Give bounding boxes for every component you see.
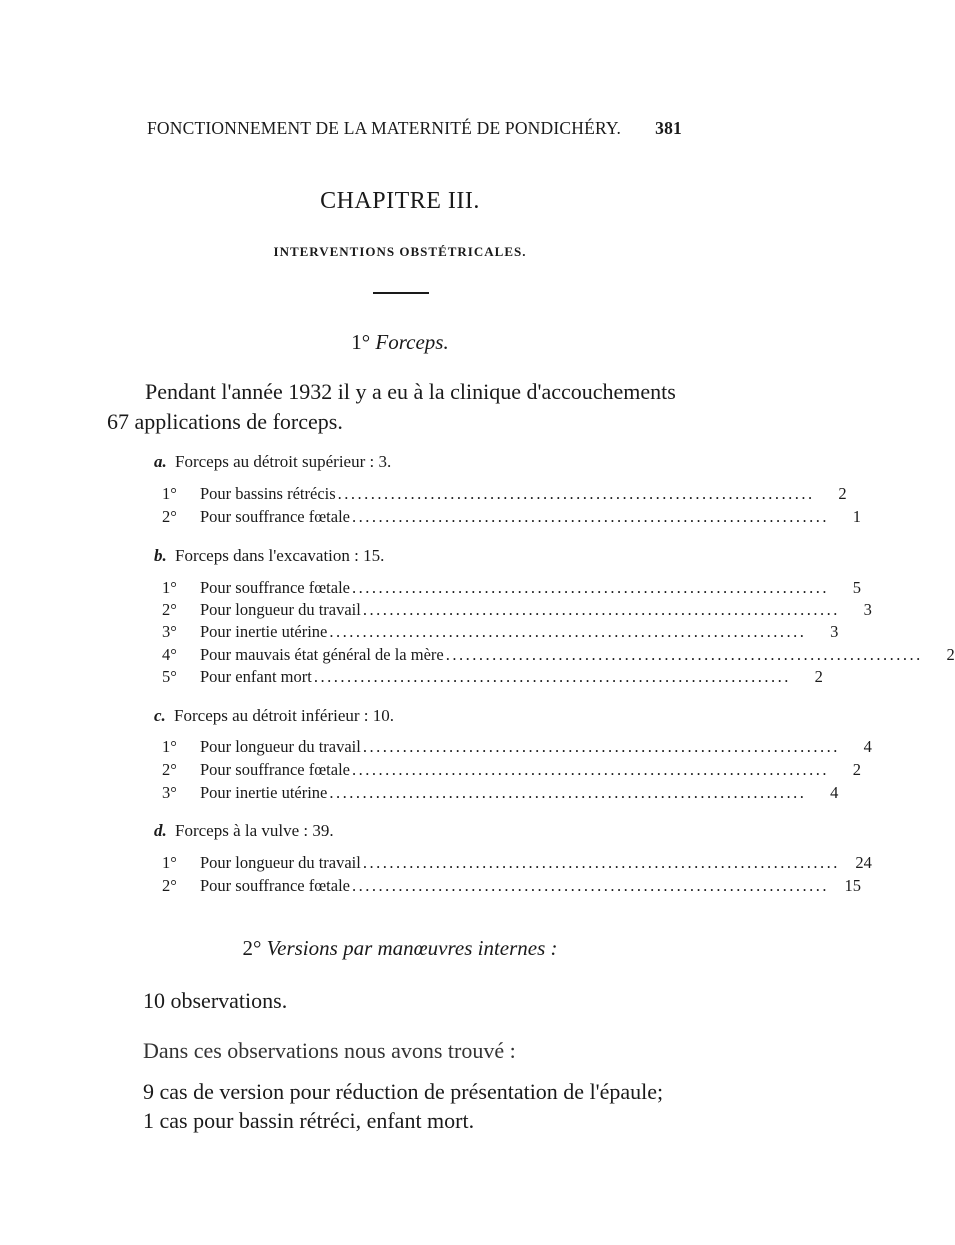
item-count: 4: [863, 737, 872, 756]
item-ordinal: 2°: [162, 876, 177, 895]
intro-line: Pendant l'année 1932 il y a eu à la clinique d'accouchements: [145, 379, 676, 404]
leader-dots: ........................................................................: [351, 876, 829, 895]
intro-paragraph: [107, 377, 682, 437]
group-heading-text: Forceps à la vulve : 39.: [175, 821, 334, 840]
list-item: [162, 737, 872, 761]
item-count: 2: [838, 484, 847, 503]
group-letter: c.: [154, 706, 166, 725]
list-item: [162, 853, 872, 877]
section-heading-forceps: [0, 330, 800, 355]
item-count: 5: [852, 578, 861, 597]
item-ordinal: 1°: [162, 853, 177, 872]
section-title: Forceps.: [375, 330, 449, 354]
page-number: 381: [655, 118, 682, 138]
leader-dots: ........................................................................: [329, 783, 807, 802]
item-count: 4: [830, 783, 839, 802]
item-label: Pour mauvais état général de la mère: [200, 645, 444, 664]
item-ordinal: 3°: [162, 622, 177, 641]
item-label: Pour souffrance fœtale: [200, 760, 350, 779]
leader-dots: ........................................................................: [445, 645, 923, 664]
list-item: [162, 760, 861, 784]
leader-dots: ........................................................................: [351, 578, 829, 597]
section-number: 1°: [351, 330, 371, 354]
item-ordinal: 2°: [162, 507, 177, 526]
item-label: Pour enfant mort: [200, 667, 312, 686]
list-item: [162, 622, 839, 646]
chapter-subtitle: INTERVENTIONS OBSTÉTRICALES.: [273, 244, 527, 259]
leader-dots: ........................................................................: [313, 667, 791, 686]
item-count: 2: [946, 645, 955, 664]
section-title: Versions par manœuvres internes :: [266, 936, 558, 960]
observations-line: 10 observations.: [143, 988, 288, 1013]
result-line: 1 cas pour bassin rétréci, enfant mort.: [143, 1108, 475, 1133]
item-ordinal: 1°: [162, 484, 177, 503]
list-item: [162, 507, 861, 531]
item-count: 15: [844, 876, 861, 895]
item-label: Pour souffrance fœtale: [200, 507, 350, 526]
list-item: [162, 484, 847, 508]
leader-dots: ........................................................................: [351, 760, 829, 779]
item-label: Pour souffrance fœtale: [200, 876, 350, 895]
section-number: 2°: [242, 936, 262, 960]
item-count: 24: [855, 853, 872, 872]
item-count: 2: [852, 760, 861, 779]
intro-line: 67 applications de forceps.: [107, 409, 343, 434]
item-label: Pour inertie utérine: [200, 783, 328, 802]
list-item: [162, 578, 861, 602]
list-item: [162, 876, 861, 900]
chapter-title: CHAPITRE III.: [320, 188, 480, 214]
leader-dots: ........................................................................: [362, 853, 840, 872]
list-item: [162, 600, 872, 624]
list-item: [162, 645, 955, 669]
item-label: Pour longueur du travail: [200, 737, 361, 756]
group-heading-text: Forceps au détroit inférieur : 10.: [174, 706, 395, 725]
item-ordinal: 2°: [162, 760, 177, 779]
item-ordinal: 4°: [162, 645, 177, 664]
group-letter: b.: [154, 546, 167, 565]
leader-dots: ........................................................................: [337, 484, 815, 503]
item-label: Pour longueur du travail: [200, 853, 361, 872]
item-count: 3: [863, 600, 872, 619]
item-ordinal: 2°: [162, 600, 177, 619]
group-heading: [154, 821, 334, 841]
item-count: 1: [852, 507, 861, 526]
group-letter: a.: [154, 452, 167, 471]
item-label: Pour bassins rétrécis: [200, 484, 336, 503]
group-heading: [154, 546, 384, 566]
leader-dots: ........................................................................: [362, 737, 840, 756]
item-ordinal: 3°: [162, 783, 177, 802]
list-item: [162, 667, 823, 691]
section-heading-versions: [0, 936, 800, 961]
list-item: [162, 783, 839, 807]
found-line: Dans ces observations nous avons trouvé :: [143, 1038, 516, 1063]
result-line: 9 cas de version pour réduction de présentation de l'épaule;: [143, 1079, 664, 1104]
group-letter: d.: [154, 821, 167, 840]
item-count: 3: [830, 622, 839, 641]
item-count: 2: [814, 667, 823, 686]
item-ordinal: 1°: [162, 578, 177, 597]
group-heading-text: Forceps dans l'excavation : 15.: [175, 546, 385, 565]
running-head-title: FONCTIONNEMENT DE LA MATERNITÉ DE PONDICHÉRY.: [147, 118, 622, 138]
leader-dots: ........................................................................: [329, 622, 807, 641]
group-heading: [154, 452, 391, 472]
item-ordinal: 5°: [162, 667, 177, 686]
group-heading: [154, 706, 394, 726]
leader-dots: ........................................................................: [362, 600, 840, 619]
item-label: Pour longueur du travail: [200, 600, 361, 619]
group-heading-text: Forceps au détroit supérieur : 3.: [175, 452, 392, 471]
item-label: Pour souffrance fœtale: [200, 578, 350, 597]
leader-dots: ........................................................................: [351, 507, 829, 526]
item-label: Pour inertie utérine: [200, 622, 328, 641]
section-divider: [373, 292, 429, 294]
item-ordinal: 1°: [162, 737, 177, 756]
